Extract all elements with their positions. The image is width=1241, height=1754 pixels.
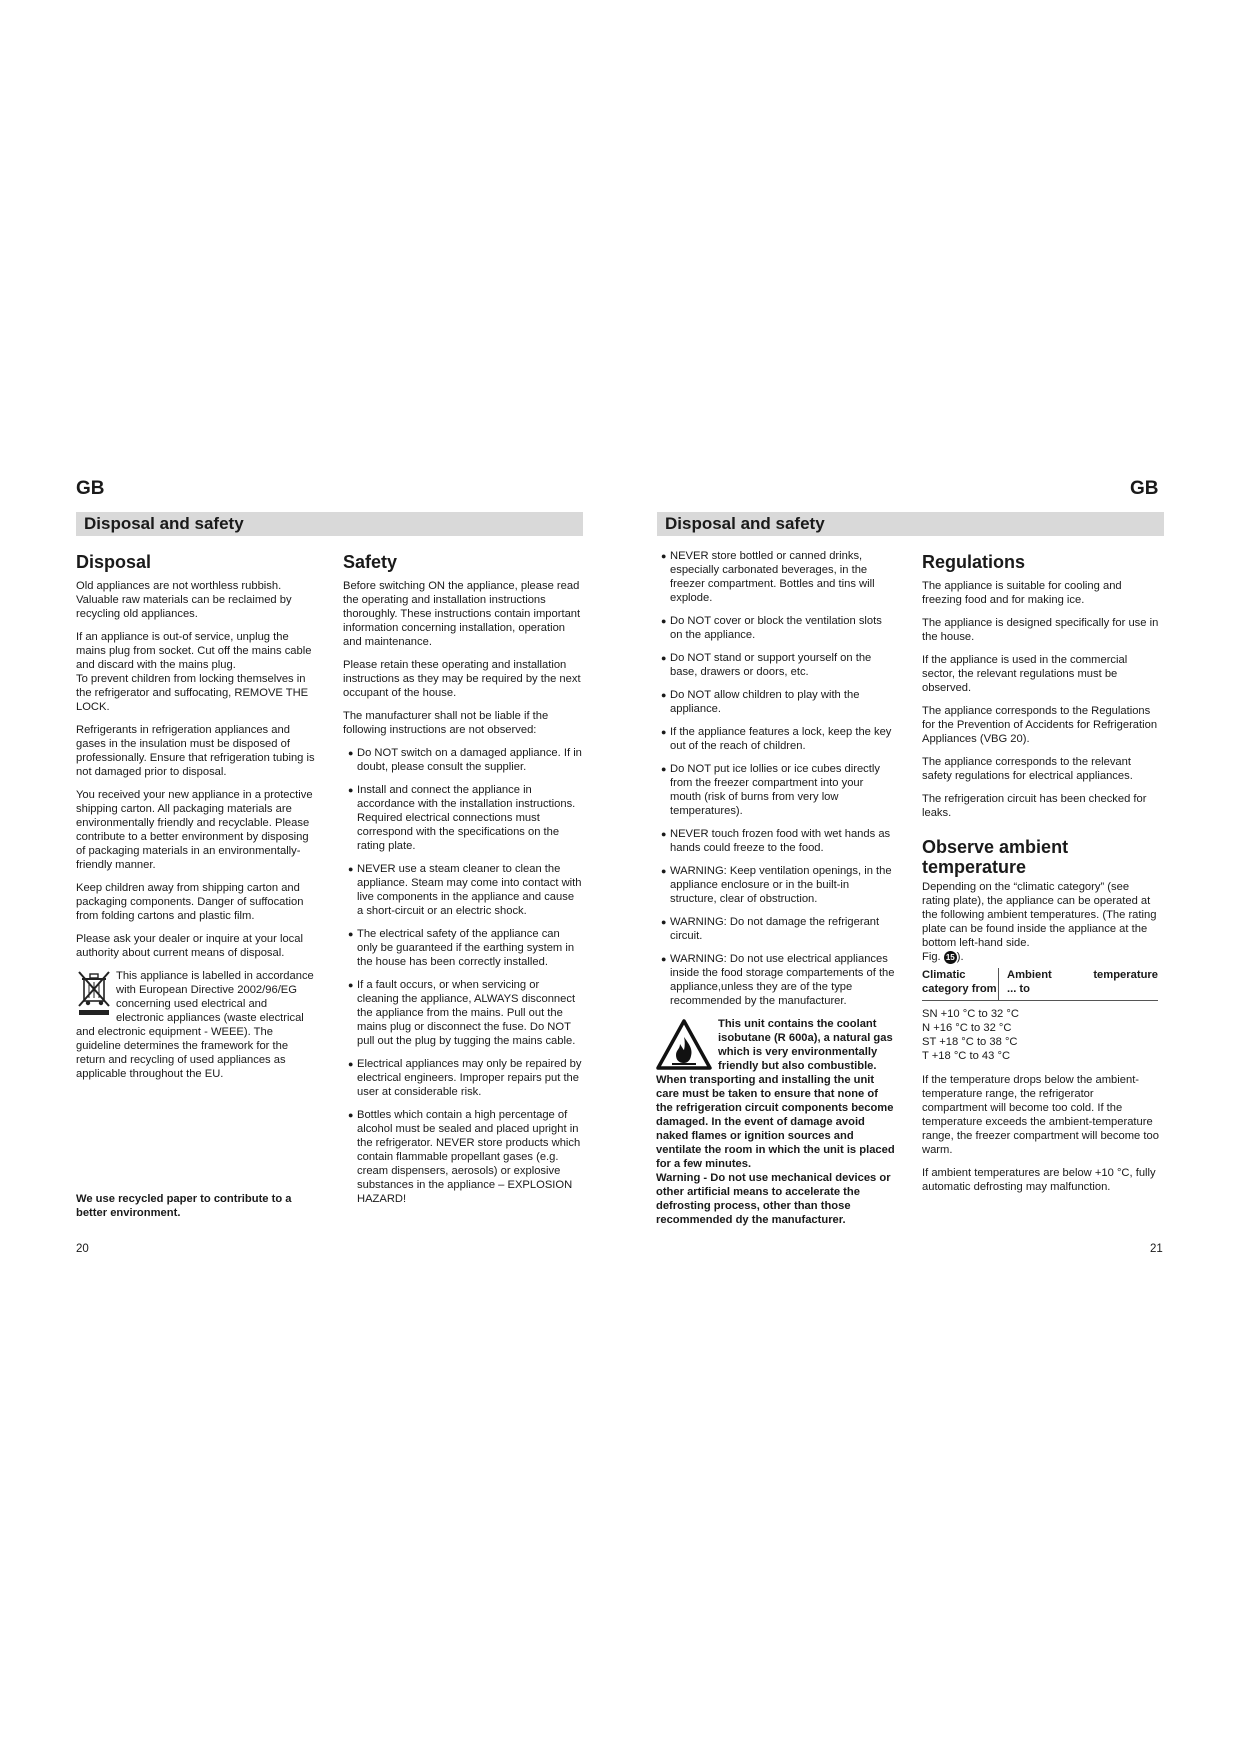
bullet-dot-icon: ● [661,653,667,663]
page-number-right: 21 [1150,1243,1163,1255]
figure-number-badge: 15 [944,951,957,964]
regulations-heading: Regulations [922,552,1026,572]
disposal-heading: Disposal [76,552,152,572]
bullet-dot-icon: ● [348,980,354,990]
bullet-dot-icon: ● [661,917,667,927]
bullet-dot-icon: ● [661,690,667,700]
safety-continued-column [656,549,896,1227]
safety-heading: Safety [343,552,398,572]
safety-bullet: ● NEVER store bottled or canned drinks, especially carbonated beverages, in the freezer compartment. Bottles and tins will explode. [661,550,875,604]
bullet-dot-icon: ● [348,785,354,795]
safety-bullet: ● Install and connect the appliance in accordance with the installation instructions. Required electrical connections must correspond with the specifications on the rating plate. [348,784,576,852]
regulations-column [922,552,1160,1203]
weee-notice [76,969,316,1081]
eco-note: We use recycled paper to contribute to a better environment. [76,1193,292,1219]
climate-table [922,968,1158,1063]
bullet-dot-icon: ● [661,727,667,737]
page-lang-left: GB [76,478,105,499]
bullet-dot-icon: ● [661,866,667,876]
disposal-paragraph: Old appliances are not worthless rubbish. Valuable raw materials can be reclaimed by recycling old appliances. [76,580,292,620]
safety-bullet: ● Do NOT allow children to play with the appliance. [661,689,860,715]
coolant-warning-text: This unit contains the coolant isobutane (R 600a), a natural gas which is very environmentally friendly but also combustible. When transporting and installing the unit care must be taken to ensure that none of the refrigeration circuit components become damaged. In the event of damage avoid naked flames or ignition sources and ventilate the room in which the unit is placed for a few minutes. [656,1018,895,1170]
safety-bullet: ● WARNING: Keep ventilation openings, in the appliance enclosure or in the built-in structure, clear of obstruction. [661,865,892,905]
disposal-paragraph: If an appliance is out-of service, unplug the mains plug from socket. Cut off the mains cable and discard with the mains plug. [76,631,312,671]
regulations-paragraph: The appliance corresponds to the Regulations for the Prevention of Accidents for Refrigeration Appliances (VBG 20). [922,705,1158,745]
regulations-paragraph: The refrigeration circuit has been checked for leaks. [922,793,1147,819]
bullet-dot-icon: ● [348,748,354,758]
regulations-paragraph: The appliance is designed specifically for use in the house. [922,617,1159,643]
table-header-ambient: Ambient ... to [999,968,1071,1001]
safety-bullet: ● WARNING: Do not damage the refrigerant circuit. [661,916,880,942]
disposal-paragraph: To prevent children from locking themselves in the refrigerator and suffocating, REMOVE THE LOCK. [76,673,309,713]
page-number-left: 20 [76,1243,89,1255]
ambient-paragraph: If the temperature drops below the ambient-temperature range, the refrigerator compartment will become too cold. If the temperature exceeds the ambient-temperature range, the freezer compartment will become too warm. [922,1074,1159,1156]
bullet-dot-icon: ● [661,616,667,626]
safety-bullet: ● Do NOT stand or support yourself on the base, drawers or doors, etc. [661,652,872,678]
safety-paragraph: The manufacturer shall not be liable if the following instructions are not observed: [343,710,549,736]
table-row: SN +10 °C to 32 °C [922,1008,1019,1020]
safety-bullet: ● Do NOT put ice lollies or ice cubes directly from the freezer compartment into your mouth (risk of burns from very low temperatures). [661,763,880,817]
coolant-warning [656,1017,896,1227]
ambient-intro: Depending on the “climatic category” (see rating plate), the appliance can be operated at the following ambient temperatures. (The rating plate can be found inside the appliance at the bottom left-hand side. Fig. 15 ). [922,881,1157,963]
bullet-dot-icon: ● [348,1059,354,1069]
flammable-warning-icon [656,1019,712,1071]
safety-bullet: ● Do NOT cover or block the ventilation slots on the appliance. [661,615,882,641]
safety-bullet: ● Electrical appliances may only be repaired by electrical engineers. Improper repairs put the user at considerable risk. [348,1058,582,1098]
bullet-dot-icon: ● [348,864,354,874]
safety-bullet: ● If a fault occurs, or when servicing or cleaning the appliance, ALWAYS disconnect the appliance from the mains. Pull out the mains plug or disconnect the fuse. Do NOT pull out the plug by tugging the mains cable. [348,979,576,1047]
safety-paragraph: Before switching ON the appliance, please read the operating and installation instructions thoroughly. These instructions contain important information concerning installation, operation and maintenance. [343,580,581,648]
bullet-dot-icon: ● [348,929,354,939]
regulations-paragraph: The appliance is suitable for cooling and freezing food and for making ice. [922,580,1122,606]
bullet-dot-icon: ● [661,764,667,774]
disposal-paragraph: Keep children away from shipping carton and packaging components. Danger of suffocation from folding cartons and plastic film. [76,882,304,922]
bullet-dot-icon: ● [661,829,667,839]
ambient-paragraph: If ambient temperatures are below +10 °C, fully automatic defrosting may malfunction. [922,1167,1156,1193]
safety-bullet: ● The electrical safety of the appliance can only be guaranteed if the earthing system in the house has been correctly installed. [348,928,575,968]
defrost-warning-text: Warning - Do not use mechanical devices or other artificial means to accelerate the defrosting process, other than those recommended dy the manufacturer. [656,1172,891,1226]
crossed-bin-icon [76,969,112,1017]
bullet-dot-icon: ● [661,954,667,964]
disposal-column [76,552,316,1081]
safety-bullet: ● NEVER use a steam cleaner to clean the appliance. Steam may come into contact with live components in the appliance and cause a short-circuit or an electric shock. [348,863,582,917]
bullet-dot-icon: ● [348,1110,354,1120]
safety-bullet: ● If the appliance features a lock, keep the key out of the reach of children. [661,726,892,752]
safety-bullet: ● WARNING: Do not use electrical appliances inside the food storage compartements of the appliance,unless they are of the type recommended by the manufacturer. [661,953,895,1007]
safety-bullet: ● Bottles which contain a high percentage of alcohol must be sealed and placed upright in the refrigerator. NEVER store products which contain flammable propellant gases (e.g. cream dispensers, aerosols) or explosive substances in the appliance – EXPLOSION HAZARD! [348,1109,581,1205]
safety-paragraph: Please retain these operating and installation instructions as they may be required by the next occupant of the house. [343,659,581,699]
table-header-temperature: temperature [1071,968,1158,1001]
disposal-paragraph: Refrigerants in refrigeration appliances and gases in the insulation must be disposed of professionally. Ensure that refrigeration tubing is not damaged prior to disposal. [76,724,315,778]
table-row: T +18 °C to 43 °C [922,1050,1011,1062]
weee-text: This appliance is labelled in accordance with European Directive 2002/96/EG concerning used electrical and electronic appliances (waste electrical and electronic equipment - WEEE). The guideline determines the framework for the return and recycling of used appliances as applicable throughout the EU. [76,970,314,1080]
regulations-paragraph: If the appliance is used in the commercial sector, the relevant regulations must be observed. [922,654,1128,694]
table-header-climatic: Climatic category from [922,968,999,1001]
disposal-paragraph: Please ask your dealer or inquire at your local authority about current means of disposal. [76,933,303,959]
safety-bullet: ● Do NOT switch on a damaged appliance. If in doubt, please consult the supplier. [348,747,582,773]
table-row: N +16 °C to 32 °C [922,1022,1012,1034]
safety-column [343,552,583,1215]
safety-bullet: ● NEVER touch frozen food with wet hands as hands could freeze to the food. [661,828,891,854]
page-lang-right: GB [1130,478,1159,499]
section-banner-left: Disposal and safety [76,512,583,536]
regulations-paragraph: The appliance corresponds to the relevant safety regulations for electrical appliances. [922,756,1133,782]
section-banner-right: Disposal and safety [657,512,1164,536]
disposal-paragraph: You received your new appliance in a protective shipping carton. All packaging materials are environmentally friendly and recyclable. Please contribute to a better environment by disposing of packaging materials in an environmentally-friendly manner. [76,789,313,871]
ambient-heading: Observe ambient temperature [922,837,1069,877]
table-row: ST +18 °C to 38 °C [922,1036,1018,1048]
bullet-dot-icon: ● [661,551,667,561]
